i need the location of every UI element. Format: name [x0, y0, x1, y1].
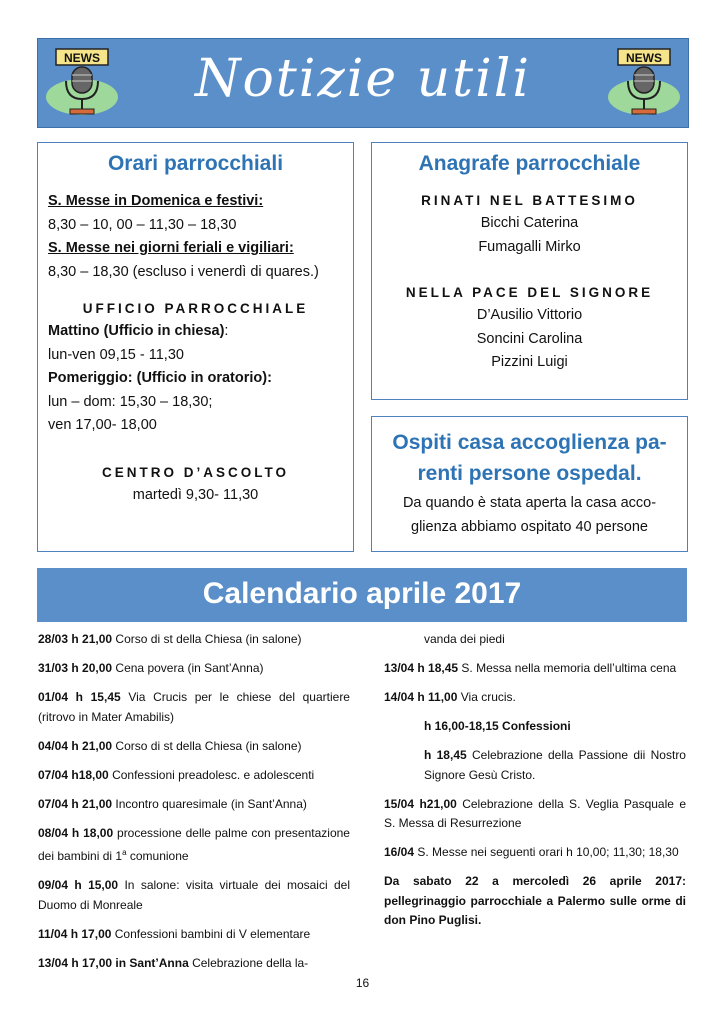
entry-date: 15/04 — [384, 796, 415, 811]
entry-time: h 18,45 — [424, 748, 467, 762]
entry-time: h 16,00-18,15 Confessioni — [424, 719, 571, 733]
festivi-times: 8,30 – 10, 00 – 11,30 – 18,30 — [48, 216, 237, 233]
entry-text: Via crucis. — [460, 690, 516, 704]
calendar-entry — [38, 795, 350, 815]
calendar-entry — [384, 795, 686, 834]
entry-date: 04/04 — [38, 738, 69, 753]
header-banner — [37, 38, 689, 128]
pomeriggio-times: lun – dom: 15,30 – 18,30; — [48, 393, 213, 410]
entry-time: h18,00 — [71, 767, 109, 782]
calendar-entry — [38, 824, 350, 867]
entry-text: Confessioni preadolesc. e adolescenti — [112, 767, 315, 782]
entry-date: 14/04 — [384, 690, 415, 704]
pace-title: NELLA PACE DEL SIGNORE — [405, 285, 654, 300]
calendar-entry — [38, 954, 350, 974]
svg-text:NEWS: NEWS — [64, 51, 100, 65]
entry-text: Cena povera (in Sant’Anna) — [115, 661, 264, 675]
calendar-entry — [38, 630, 350, 650]
entry-time: h 11,00 — [417, 690, 458, 704]
mattino-colon: : — [224, 323, 229, 339]
ascolto-title: CENTRO D’ASCOLTO — [101, 464, 289, 480]
calendar-entry — [38, 925, 350, 945]
pace-name: Soncini Carolina — [476, 330, 583, 347]
entry-text: S. Messa nella memoria dell’ultima cena — [461, 661, 677, 675]
page-number: 16 — [355, 976, 370, 990]
pellegrinaggio-note: Da sabato 22 a mercoledì 26 aprile 2017: pellegrinaggio parrocchiale a Palermo sulle orme di don Pino Puglisi. — [384, 874, 686, 927]
entry-text: Via Crucis per le chiese del quartiere (ritrovo in Mater Amabilis) — [38, 690, 350, 724]
entry-time: h 17,00 in Sant’Anna — [71, 955, 189, 970]
orari-box — [37, 142, 354, 552]
calendar-entry — [38, 876, 350, 915]
anagrafe-title: Anagrafe parrocchiale — [418, 152, 641, 175]
feriali-label: S. Messe nei giorni feriali e vigiliari: — [48, 240, 294, 256]
ascolto-times: martedì 9,30- 11,30 — [132, 486, 259, 503]
calendar-entry — [38, 659, 350, 679]
entry-text: comunione — [129, 849, 189, 863]
entry-date: 11/04 — [38, 926, 68, 941]
calendar-entry — [384, 688, 686, 708]
calendar-entry — [38, 737, 350, 757]
banner-title: Notizie utili — [195, 49, 531, 109]
entry-time: h21,00 — [419, 796, 457, 811]
calendar-title: Calendario aprile 2017 — [202, 577, 522, 610]
entry-text: In salone: visita virtuale dei mosaici del Duomo di Monreale — [38, 878, 350, 912]
entry-text: processione delle palme con presentazione dei bambini di 1 — [38, 825, 350, 863]
pomeriggio-label: Pomeriggio: (Ufficio in oratorio): — [48, 370, 272, 386]
calendar-banner — [37, 568, 687, 622]
entry-text: Confessioni bambini di V elementare — [114, 926, 311, 941]
ospiti-text-line1: Da quando è stata aperta la casa acco- — [402, 495, 657, 511]
entry-date: 07/04 — [38, 767, 69, 782]
entry-date: 16/04 — [384, 845, 415, 859]
ospiti-title-line1: Ospiti casa accoglienza pa- — [392, 431, 667, 454]
entry-text: Incontro quaresimale (in Sant’Anna) — [115, 796, 307, 811]
ospiti-text-line2: glienza abbiamo ospitato 40 persone — [411, 518, 648, 535]
entry-text: Corso di st della Chiesa (in salone) — [115, 738, 302, 753]
entry-date: 13/04 — [38, 955, 69, 970]
entry-time: h 18,45 — [417, 661, 459, 675]
entry-time: h 15,45 — [75, 690, 121, 704]
calendar-entry — [384, 659, 686, 679]
entry-time: h 17,00 — [70, 926, 112, 941]
calendar-entry — [384, 843, 686, 863]
entry-time: h 15,00 — [74, 878, 119, 892]
calendar-entry — [384, 630, 686, 650]
entry-date: 31/03 — [38, 661, 69, 675]
entry-time: h 18,00 — [71, 825, 114, 840]
calendar-entry — [384, 717, 686, 737]
entry-text: Celebrazione della S. Veglia Pasquale e S. Messa di Resurrezione — [384, 796, 686, 830]
ospiti-box — [371, 416, 688, 552]
pace-name: Pizzini Luigi — [491, 354, 568, 370]
entry-text: vanda dei piedi — [424, 632, 505, 646]
feriali-times: 8,30 – 18,30 (escluso i venerdì di quares.) — [48, 263, 319, 280]
news-microphone-icon — [604, 45, 684, 119]
festivi-label: S. Messe in Domenica e festivi: — [48, 193, 264, 209]
entry-text: Corso di st della Chiesa (in salone) — [115, 632, 302, 646]
entry-text: S. Messe nei seguenti orari h 10,00; 11,30; 18,30 — [417, 845, 679, 859]
calendar-left-column — [38, 630, 350, 983]
entry-time: h 20,00 — [71, 661, 113, 675]
rinati-name: Fumagalli Mirko — [478, 238, 581, 255]
calendar-entry — [384, 746, 686, 785]
rinati-name: Bicchi Caterina — [480, 215, 579, 231]
entry-text: Celebrazione della Passione dii Nostro Signore Gesù Cristo. — [424, 748, 686, 782]
calendar-entry — [38, 688, 350, 727]
entry-time: h 21,00 — [71, 738, 113, 753]
entry-date: 13/04 — [384, 661, 415, 675]
pace-name: D’Ausilio Vittorio — [476, 307, 583, 323]
entry-date: 28/03 — [38, 632, 69, 646]
entry-date: 07/04 — [38, 796, 69, 811]
entry-time: h 21,00 — [71, 632, 113, 646]
orari-title: Orari parrocchiali — [107, 152, 284, 175]
mattino-times: lun-ven 09,15 - 11,30 — [48, 346, 184, 363]
entry-date: 01/04 — [38, 690, 69, 704]
calendar-right-column — [384, 630, 686, 940]
mattino-label: Mattino (Ufficio in chiesa) — [48, 323, 225, 339]
ospiti-title-line2: renti persone ospedal. — [417, 462, 642, 485]
ufficio-title: UFFICIO PARROCCHIALE — [82, 301, 309, 316]
entry-date: 09/04 — [38, 878, 69, 892]
entry-time: h 21,00 — [71, 796, 113, 811]
entry-text: Celebrazione della la- — [192, 955, 309, 970]
anagrafe-box — [371, 142, 688, 400]
calendar-entry — [38, 766, 350, 786]
entry-date: 08/04 — [38, 825, 69, 840]
entry-superscript: a — [122, 848, 127, 857]
rinati-title: RINATI NEL BATTESIMO — [421, 193, 638, 208]
svg-text:NEWS: NEWS — [626, 51, 662, 65]
pomeriggio-ven: ven 17,00- 18,00 — [48, 417, 157, 433]
